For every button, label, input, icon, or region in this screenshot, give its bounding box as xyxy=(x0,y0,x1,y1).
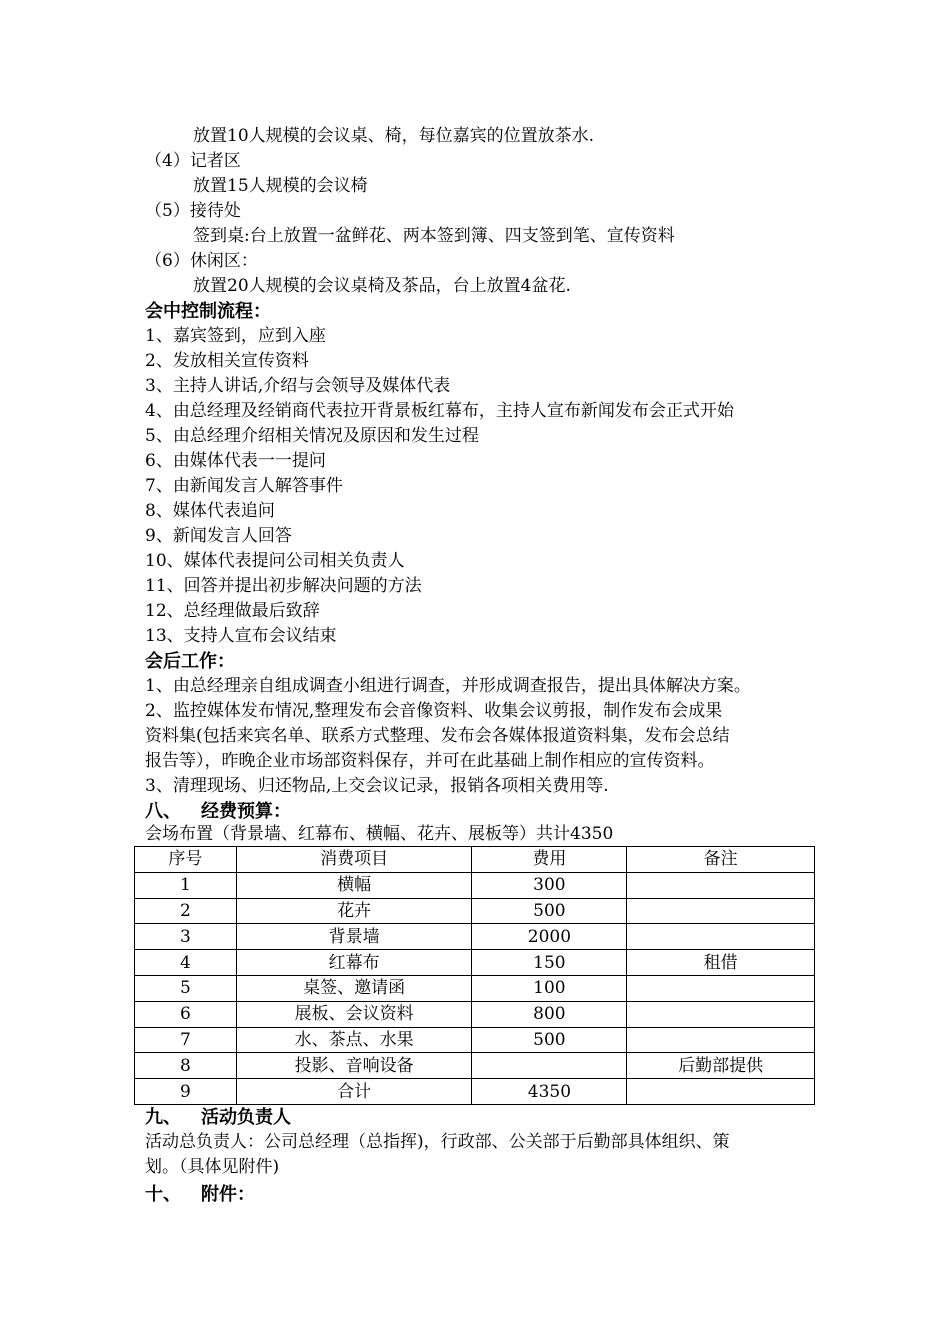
venue-line: 放置15人规模的会议椅 xyxy=(193,176,368,196)
control-flow-item: 4、由总经理及经销商代表拉开背景板红幕布，主持人宣布新闻发布会正式开始 xyxy=(145,401,734,421)
cell-cost: 300 xyxy=(472,872,627,898)
control-flow-item: 5、由总经理介绍相关情况及原因和发生过程 xyxy=(145,426,479,446)
control-flow-item: 13、支持人宣布会议结束 xyxy=(145,626,337,646)
cell-cost: 2000 xyxy=(472,924,627,950)
venue-line: （4）记者区 xyxy=(145,151,241,171)
table-row xyxy=(135,898,815,924)
venue-line: （5）接待处 xyxy=(145,201,241,221)
after-work-line: 3、清理现场、归还物品,上交会议记录，报销各项相关费用等. xyxy=(145,776,609,796)
control-flow-item: 2、发放相关宣传资料 xyxy=(145,351,309,371)
budget-table-body xyxy=(135,872,815,1104)
cell-index: 9 xyxy=(135,1079,237,1105)
cell-item: 横幅 xyxy=(236,872,472,898)
attachment-heading-title: 附件： xyxy=(201,1184,255,1205)
control-flow-item: 1、嘉宾签到，应到入座 xyxy=(145,326,326,346)
cell-index: 8 xyxy=(135,1053,237,1079)
cell-index: 5 xyxy=(135,975,237,1001)
control-flow-item: 7、由新闻发言人解答事件 xyxy=(145,476,343,496)
budget-table xyxy=(134,846,815,1105)
control-flow-item: 8、媒体代表追问 xyxy=(145,501,275,521)
control-flow-item: 11、回答并提出初步解决问题的方法 xyxy=(145,576,422,596)
after-work-line: 1、由总经理亲自组成调查小组进行调查，并形成调查报告，提出具体解决方案。 xyxy=(145,676,751,696)
venue-line: 签到桌:台上放置一盆鲜花、两本签到簿、四支签到笔、宣传资料 xyxy=(193,226,675,246)
table-row xyxy=(135,1027,815,1053)
header-index: 序号 xyxy=(135,847,237,873)
cell-cost: 500 xyxy=(472,1027,627,1053)
cell-item: 水、茶点、水果 xyxy=(236,1027,472,1053)
cell-item: 投影、音响设备 xyxy=(236,1053,472,1079)
cell-note xyxy=(627,898,815,924)
cell-note xyxy=(627,924,815,950)
cell-index: 7 xyxy=(135,1027,237,1053)
cell-index: 4 xyxy=(135,950,237,976)
after-work-line: 2、监控媒体发布情况,整理发布会音像资料、收集会议剪报，制作发布会成果 xyxy=(145,701,723,721)
cell-cost: 150 xyxy=(472,950,627,976)
cell-index: 1 xyxy=(135,872,237,898)
attachment-heading xyxy=(145,1182,255,1207)
cell-index: 2 xyxy=(135,898,237,924)
control-flow-item: 9、新闻发言人回答 xyxy=(145,526,292,546)
header-note: 备注 xyxy=(627,847,815,873)
cell-cost: 500 xyxy=(472,898,627,924)
control-flow-item: 3、主持人讲话,介绍与会领导及媒体代表 xyxy=(145,376,451,396)
table-row xyxy=(135,1079,815,1105)
cell-cost: 100 xyxy=(472,975,627,1001)
table-row xyxy=(135,950,815,976)
after-work-line: 报告等），昨晚企业市场部资料保存，并可在此基础上制作相应的宣传资料。 xyxy=(145,751,715,771)
cell-index: 6 xyxy=(135,1001,237,1027)
responsible-heading-title: 活动负责人 xyxy=(201,1107,291,1128)
cell-cost: 4350 xyxy=(472,1079,627,1105)
cell-note xyxy=(627,1001,815,1027)
attachment-heading-number: 十、 xyxy=(145,1184,181,1205)
venue-line: 放置10人规模的会议桌、椅，每位嘉宾的位置放茶水. xyxy=(193,126,595,146)
responsible-line: 划。（具体见附件) xyxy=(145,1157,280,1177)
control-flow-item: 6、由媒体代表一一提问 xyxy=(145,451,326,471)
cell-item: 桌签、邀请函 xyxy=(236,975,472,1001)
table-row xyxy=(135,1053,815,1079)
cell-note xyxy=(627,1079,815,1105)
responsible-heading xyxy=(145,1105,291,1130)
header-item: 消费项目 xyxy=(236,847,472,873)
budget-table-header-row xyxy=(135,847,815,873)
cell-index: 3 xyxy=(135,924,237,950)
control-flow-heading: 会中控制流程： xyxy=(145,301,271,322)
header-cost: 费用 xyxy=(472,847,627,873)
cell-item: 背景墙 xyxy=(236,924,472,950)
control-flow-item: 10、媒体代表提问公司相关负责人 xyxy=(145,551,405,571)
budget-heading-number: 八、 xyxy=(145,801,181,822)
cell-item: 合计 xyxy=(236,1079,472,1105)
venue-line: 放置20人规模的会议桌椅及茶品，台上放置4盆花. xyxy=(193,276,571,296)
cell-cost xyxy=(472,1053,627,1079)
after-work-heading: 会后工作： xyxy=(145,651,235,672)
table-row xyxy=(135,1001,815,1027)
table-row xyxy=(135,924,815,950)
responsible-heading-number: 九、 xyxy=(145,1107,181,1128)
table-row xyxy=(135,872,815,898)
cell-note xyxy=(627,1027,815,1053)
cell-item: 展板、会议资料 xyxy=(236,1001,472,1027)
cell-cost: 800 xyxy=(472,1001,627,1027)
cell-item: 红幕布 xyxy=(236,950,472,976)
budget-heading-title: 经费预算： xyxy=(201,801,291,822)
responsible-line: 活动总负责人：公司总经理（总指挥)，行政部、公关部于后勤部具体组织、策 xyxy=(145,1132,730,1152)
budget-heading xyxy=(145,799,291,824)
budget-summary: 会场布置（背景墙、红幕布、横幅、花卉、展板等）共计4350 xyxy=(145,824,614,844)
after-work-line: 资料集(包括来宾名单、联系方式整理、发布会各媒体报道资料集，发布会总结 xyxy=(145,726,730,746)
control-flow-item: 12、总经理做最后致辞 xyxy=(145,601,320,621)
cell-note xyxy=(627,872,815,898)
cell-note: 租借 xyxy=(627,950,815,976)
cell-note xyxy=(627,975,815,1001)
cell-note: 后勤部提供 xyxy=(627,1053,815,1079)
venue-line: （6）休闲区： xyxy=(145,251,258,271)
table-row xyxy=(135,975,815,1001)
cell-item: 花卉 xyxy=(236,898,472,924)
